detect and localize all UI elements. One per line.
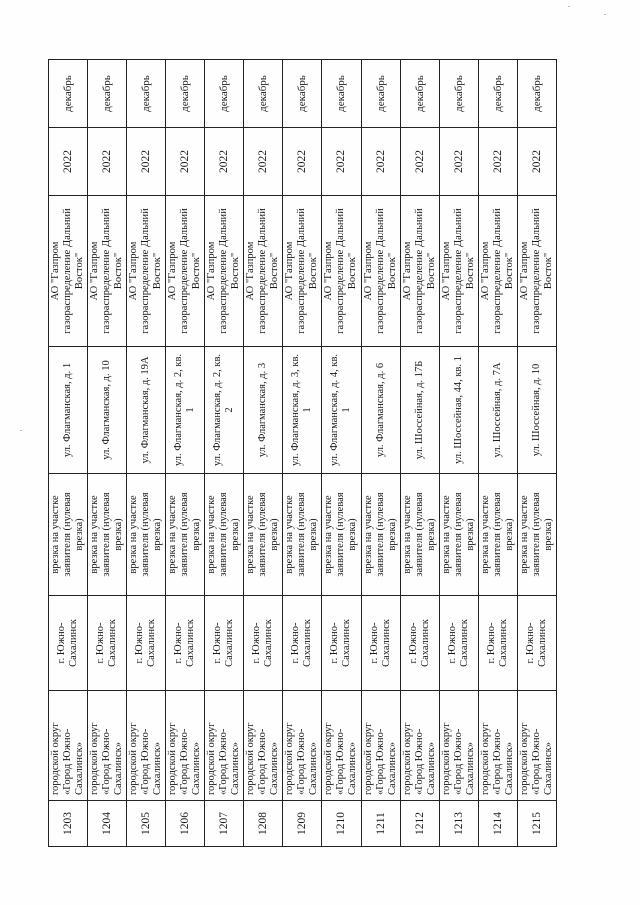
district-cell: городской округ «Город Южно-Сахалинск» (49, 691, 88, 801)
work-type-cell: врезка на участке заявителя (нулевая врезка) (244, 474, 283, 596)
address-cell: ул. Флагманская, д. 1 (49, 347, 88, 474)
district-cell: городской округ «Город Южно-Сахалинск» (127, 691, 166, 801)
organization-cell: АО "Газпром газораспределение Дальний Восток" (361, 196, 400, 347)
city-cell: г. Южно-Сахалинск (244, 596, 283, 691)
month-cell: декабрь (517, 60, 556, 128)
organization-cell: АО "Газпром газораспределение Дальний Восток" (166, 196, 205, 347)
district-cell: городской округ «Город Южно-Сахалинск» (400, 691, 439, 801)
table-row (478, 60, 517, 847)
year-cell: 2022 (400, 128, 439, 196)
city-cell: г. Южно-Сахалинск (283, 596, 322, 691)
organization-cell: АО "Газпром газораспределение Дальний Восток" (400, 196, 439, 347)
address-cell: ул. Флагманская, д. 3 (244, 347, 283, 474)
district-cell: городской округ «Город Южно-Сахалинск» (244, 691, 283, 801)
district-cell: городской округ «Город Южно-Сахалинск» (88, 691, 127, 801)
work-type-cell: врезка на участке заявителя (нулевая врезка) (88, 474, 127, 596)
district-cell: городской округ «Город Южно-Сахалинск» (361, 691, 400, 801)
work-type-cell: врезка на участке заявителя (нулевая врезка) (322, 474, 361, 596)
address-cell: ул. Флагманская, д. 4, кв. 1 (322, 347, 361, 474)
city-cell: г. Южно-Сахалинск (361, 596, 400, 691)
year-cell: 2022 (361, 128, 400, 196)
organization-cell: АО "Газпром газораспределение Дальний Восток" (127, 196, 166, 347)
district-cell: городской округ «Город Южно-Сахалинск» (439, 691, 478, 801)
row-number: 1207 (205, 801, 244, 847)
table-row (517, 60, 556, 847)
month-cell: декабрь (361, 60, 400, 128)
table-row (88, 60, 127, 847)
organization-cell: АО "Газпром газораспределение Дальний Восток" (88, 196, 127, 347)
year-cell: 2022 (205, 128, 244, 196)
district-cell: городской округ «Город Южно-Сахалинск» (517, 691, 556, 801)
address-cell: ул. Шоссейная, 44, кв. 1 (439, 347, 478, 474)
city-cell: г. Южно-Сахалинск (478, 596, 517, 691)
address-cell: ул. Флагманская, д. 2, кв. 2 (205, 347, 244, 474)
district-cell: городской округ «Город Южно-Сахалинск» (166, 691, 205, 801)
row-number: 1215 (517, 801, 556, 847)
city-cell: г. Южно-Сахалинск (205, 596, 244, 691)
work-type-cell: врезка на участке заявителя (нулевая врезка) (400, 474, 439, 596)
month-cell: декабрь (244, 60, 283, 128)
city-cell: г. Южно-Сахалинск (127, 596, 166, 691)
table-row (361, 60, 400, 847)
city-cell: г. Южно-Сахалинск (166, 596, 205, 691)
year-cell: 2022 (127, 128, 166, 196)
table-row (127, 60, 166, 847)
district-cell: городской округ «Город Южно-Сахалинск» (322, 691, 361, 801)
city-cell: г. Южно-Сахалинск (88, 596, 127, 691)
address-cell: ул. Шоссейная, д. 10 (517, 347, 556, 474)
work-type-cell: врезка на участке заявителя (нулевая врезка) (439, 474, 478, 596)
row-number: 1204 (88, 801, 127, 847)
address-cell: ул. Шоссейная, д. 17Б (400, 347, 439, 474)
table-row (283, 60, 322, 847)
organization-cell: АО "Газпром газораспределение Дальний Восток" (49, 196, 88, 347)
year-cell: 2022 (283, 128, 322, 196)
district-cell: городской округ «Город Южно-Сахалинск» (478, 691, 517, 801)
month-cell: декабрь (127, 60, 166, 128)
organization-cell: АО "Газпром газораспределение Дальний Восток" (283, 196, 322, 347)
table-row (400, 60, 439, 847)
city-cell: г. Южно-Сахалинск (400, 596, 439, 691)
row-number: 1203 (49, 801, 88, 847)
table-row (49, 60, 88, 847)
organization-cell: АО "Газпром газораспределение Дальний Восток" (322, 196, 361, 347)
row-number: 1210 (322, 801, 361, 847)
district-cell: городской округ «Город Южно-Сахалинск» (205, 691, 244, 801)
row-number: 1205 (127, 801, 166, 847)
year-cell: 2022 (322, 128, 361, 196)
row-number: 1212 (400, 801, 439, 847)
city-cell: г. Южно-Сахалинск (439, 596, 478, 691)
rotated-table-container (48, 60, 557, 847)
month-cell: декабрь (205, 60, 244, 128)
address-cell: ул. Флагманская, д. 3, кв. 1 (283, 347, 322, 474)
work-type-cell: врезка на участке заявителя (нулевая врезка) (478, 474, 517, 596)
row-number: 1211 (361, 801, 400, 847)
year-cell: 2022 (439, 128, 478, 196)
year-cell: 2022 (166, 128, 205, 196)
work-type-cell: врезка на участке заявителя (нулевая врезка) (517, 474, 556, 596)
work-type-cell: врезка на участке заявителя (нулевая врезка) (49, 474, 88, 596)
city-cell: г. Южно-Сахалинск (49, 596, 88, 691)
address-cell: ул. Шоссейная, д. 7А (478, 347, 517, 474)
year-cell: 2022 (244, 128, 283, 196)
table-row (322, 60, 361, 847)
table-body (49, 60, 557, 847)
year-cell: 2022 (88, 128, 127, 196)
row-number: 1213 (439, 801, 478, 847)
year-cell: 2022 (478, 128, 517, 196)
address-cell: ул. Флагманская, д. 2, кв. 1 (166, 347, 205, 474)
district-cell: городской округ «Город Южно-Сахалинск» (283, 691, 322, 801)
gasification-schedule-table (48, 59, 557, 847)
address-cell: ул. Флагманская, д. 19А (127, 347, 166, 474)
month-cell: декабрь (49, 60, 88, 128)
work-type-cell: врезка на участке заявителя (нулевая врезка) (205, 474, 244, 596)
row-number: 1206 (166, 801, 205, 847)
month-cell: декабрь (283, 60, 322, 128)
row-number: 1208 (244, 801, 283, 847)
work-type-cell: врезка на участке заявителя (нулевая врезка) (361, 474, 400, 596)
month-cell: декабрь (88, 60, 127, 128)
organization-cell: АО "Газпром газораспределение Дальний Восток" (478, 196, 517, 347)
row-number: 1209 (283, 801, 322, 847)
table-row (205, 60, 244, 847)
month-cell: декабрь (478, 60, 517, 128)
table-row (439, 60, 478, 847)
scan-speck (20, 430, 22, 431)
city-cell: г. Южно-Сахалинск (322, 596, 361, 691)
table-row (244, 60, 283, 847)
scan-speck (604, 14, 606, 15)
organization-cell: АО "Газпром газораспределение Дальний Восток" (244, 196, 283, 347)
work-type-cell: врезка на участке заявителя (нулевая врезка) (127, 474, 166, 596)
organization-cell: АО "Газпром газораспределение Дальний Восток" (439, 196, 478, 347)
table-row (166, 60, 205, 847)
address-cell: ул. Флагманская, д. 6 (361, 347, 400, 474)
organization-cell: АО "Газпром газораспределение Дальний Восток" (205, 196, 244, 347)
month-cell: декабрь (322, 60, 361, 128)
year-cell: 2022 (49, 128, 88, 196)
month-cell: декабрь (439, 60, 478, 128)
year-cell: 2022 (517, 128, 556, 196)
work-type-cell: врезка на участке заявителя (нулевая врезка) (166, 474, 205, 596)
month-cell: декабрь (166, 60, 205, 128)
city-cell: г. Южно-Сахалинск (517, 596, 556, 691)
organization-cell: АО "Газпром газораспределение Дальний Восток" (517, 196, 556, 347)
address-cell: ул. Флагманская, д. 10 (88, 347, 127, 474)
work-type-cell: врезка на участке заявителя (нулевая врезка) (283, 474, 322, 596)
row-number: 1214 (478, 801, 517, 847)
month-cell: декабрь (400, 60, 439, 128)
scan-speck (568, 6, 570, 7)
